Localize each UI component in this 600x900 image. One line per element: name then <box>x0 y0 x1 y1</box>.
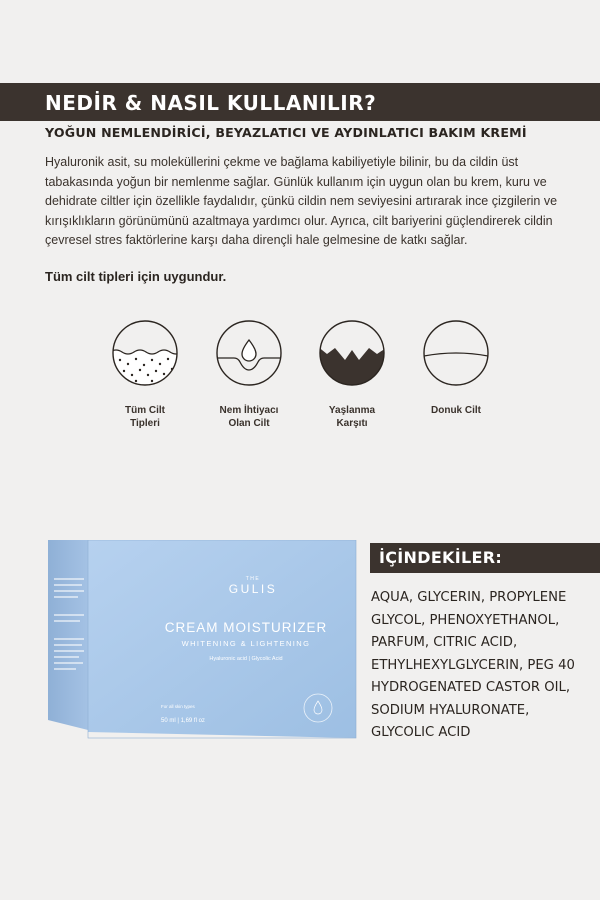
icon-label-line1: Tüm Cilt <box>125 405 165 416</box>
box-brand: GULIS <box>228 582 278 596</box>
icon-label-line1: Donuk Cilt <box>431 405 481 416</box>
ingredients-list <box>371 587 596 745</box>
icon-label-line2: Olan Cilt <box>228 418 270 429</box>
icon-label <box>95 404 195 430</box>
product-box-image <box>48 540 358 740</box>
icon-label-line1: Nem İhtiyacı <box>219 405 279 416</box>
box-brand-small: THE <box>245 576 261 582</box>
product-description: Hyaluronik asit, su moleküllerini çekme ve bağlama kabiliyetiyle bilinir, bu da cildin üst tabakasında yoğun bir nemlenme sağlar. Günlük kullanım için uygun olan bu krem, kuru ve dehidrate ciltler için özellikle faydalıdır, çünkü cildin nem seviyesini artırarak ince çizgilerin ve kırışıklıkların görünümünü azaltmaya yardımcı olur. Ayrıca, cilt bariyerini güçlendirerek cildin çevresel stres faktörlerine karşı daha dirençli hale gelmesine de katkı sağlar. <box>45 155 558 247</box>
icon-label <box>406 404 506 417</box>
dull-skin-icon <box>421 318 491 388</box>
icon-label-line2: Tipleri <box>130 418 160 429</box>
section-header-bar <box>0 83 600 121</box>
box-volume: 50 ml | 1,69 fl oz <box>161 718 205 724</box>
ingredients-line: AQUA, GLYCERIN, PROPYLENE <box>371 590 567 605</box>
icon-label <box>302 404 402 430</box>
ingredients-line: GLYCOL, PHENOXYETHANOL, <box>371 612 560 628</box>
box-product-name: CREAM MOISTURIZER <box>164 620 328 635</box>
feature-anti-aging <box>302 318 402 430</box>
icon-label-line2: Karşıtı <box>336 418 368 429</box>
feature-moisture-need <box>199 318 299 430</box>
ingredients-header-bar <box>370 543 600 573</box>
ingredients-line: ETHYLHEXYLGLYCERIN, PEG 40 <box>371 657 575 673</box>
product-subtitle: YOĞUN NEMLENDİRİCİ, BEYAZLATICI VE AYDINLATICI BAKIM KREMİ <box>45 125 527 140</box>
box-tagline: WHITENING & LIGHTENING <box>181 639 311 648</box>
feature-dull-skin <box>406 318 506 417</box>
box-skin-types: For all skin types <box>161 704 195 709</box>
ingredients-title: İÇİNDEKİLER: <box>379 548 503 567</box>
icon-label-line1: Yaşlanma <box>328 405 376 416</box>
all-skin-types-icon <box>110 318 180 388</box>
feature-all-skin-types <box>95 318 195 430</box>
section-title: NEDİR & NASIL KULLANILIR? <box>45 91 377 115</box>
ingredients-line: SODIUM HYALURONATE, <box>371 702 530 718</box>
anti-aging-icon <box>317 318 387 388</box>
ingredients-line: PARFUM, CITRIC ACID, <box>371 635 518 650</box>
box-actives: Hyaluronic acid | Glycolic Acid <box>209 656 283 662</box>
moisture-need-icon <box>214 318 284 388</box>
ingredients-line: HYDROGENATED CASTOR OIL, <box>371 680 571 695</box>
skin-type-note: Tüm cilt tipleri için uygundur. <box>45 269 227 284</box>
icon-label <box>199 404 299 430</box>
ingredients-line: GLYCOLIC ACID <box>371 725 471 740</box>
